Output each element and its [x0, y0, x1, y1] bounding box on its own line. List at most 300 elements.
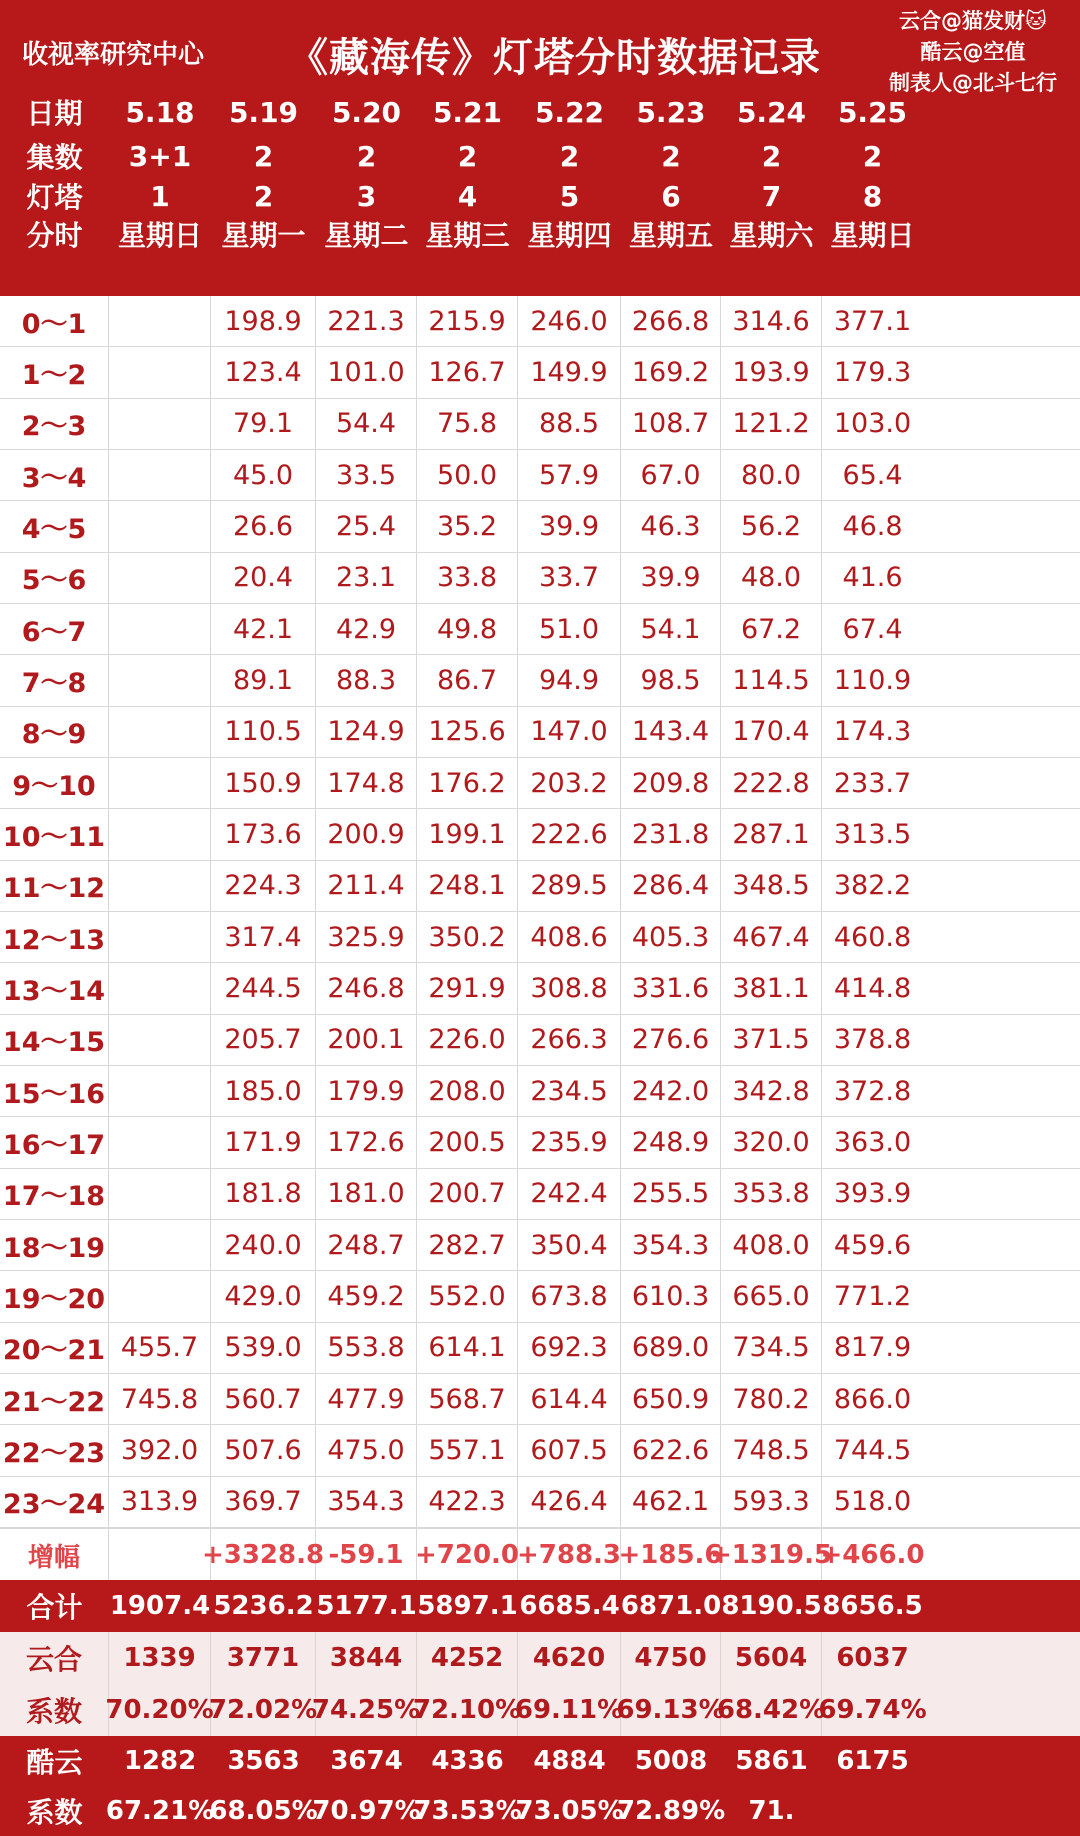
header-row-label: 集数 — [26, 141, 83, 174]
header-cell: 星期日 — [117, 219, 202, 252]
table-cell: 222.8 — [721, 758, 822, 808]
table-cell: 88.5 — [518, 399, 621, 449]
table-cell: 79.1 — [211, 399, 316, 449]
table-cell: 557.1 — [417, 1425, 518, 1475]
table-cell: 67.2 — [721, 604, 822, 654]
summary-cell: 5236.2 — [213, 1591, 314, 1621]
credit-line: 云合@猫发财🐱 — [899, 9, 1047, 33]
table-cell: 171.9 — [211, 1117, 316, 1167]
table-row — [0, 604, 1080, 655]
summary-cell: 72.10% — [417, 1684, 518, 1736]
header-cell: 2 — [253, 139, 274, 173]
table-cell: 650.9 — [621, 1374, 721, 1424]
table-cell: 363.0 — [833, 1126, 912, 1158]
table-cell — [109, 399, 211, 449]
table-cell: 54.1 — [621, 604, 721, 654]
table-cell: 507.6 — [211, 1425, 316, 1475]
table-cell — [109, 809, 211, 859]
table-cell: 342.8 — [721, 1066, 822, 1116]
table-cell — [109, 707, 211, 757]
table-row — [0, 347, 1080, 398]
table-cell: 665.0 — [721, 1271, 822, 1321]
summary-row — [0, 1786, 1080, 1836]
table-cell: 54.4 — [316, 399, 417, 449]
table-cell: 121.2 — [721, 399, 822, 449]
table-cell: 123.4 — [211, 347, 316, 397]
header-cell: 5.20 — [331, 95, 402, 129]
hour-label: 23～24 — [0, 1477, 109, 1527]
header-cell: 2 — [661, 139, 681, 173]
table-cell — [109, 501, 211, 551]
table-cell: 325.9 — [316, 912, 417, 962]
table-cell: 353.8 — [721, 1169, 822, 1219]
header-cell: 5.23 — [636, 95, 706, 129]
table-row — [0, 707, 1080, 758]
header-cell: 4 — [457, 179, 478, 213]
table-cell: 553.8 — [316, 1323, 417, 1373]
summary-cell: 6685.4 — [519, 1591, 620, 1621]
table-cell: 246.0 — [518, 296, 621, 346]
table-cell: 26.6 — [211, 501, 316, 551]
table-cell — [109, 347, 211, 397]
table-cell: 248.9 — [621, 1117, 721, 1167]
table-cell: 181.0 — [316, 1169, 417, 1219]
table-cell: 371.5 — [721, 1015, 822, 1065]
table-cell: 215.9 — [417, 296, 518, 346]
table-cell: 48.0 — [721, 553, 822, 603]
header-cell: 5.21 — [432, 95, 503, 129]
table-cell — [109, 1220, 211, 1270]
summary-cell: 4884 — [533, 1746, 606, 1776]
table-cell: 222.6 — [518, 809, 621, 859]
table-cell: 39.9 — [621, 553, 721, 603]
summary-cell: 73.05% — [515, 1796, 624, 1826]
hour-label: 20～21 — [0, 1323, 109, 1373]
table-cell: 108.7 — [621, 399, 721, 449]
table-cell: 42.1 — [211, 604, 316, 654]
header-cell: 6 — [661, 179, 681, 213]
table-cell: 313.9 — [109, 1477, 211, 1527]
table-cell: 98.5 — [621, 655, 721, 705]
summary-cell: 71. — [748, 1796, 795, 1826]
table-row — [0, 1117, 1080, 1168]
table-cell: 110.9 — [833, 664, 912, 696]
table-cell: 199.1 — [417, 809, 518, 859]
table-cell: 41.6 — [842, 562, 903, 594]
table-cell: 233.7 — [833, 767, 912, 799]
table-cell: 57.9 — [518, 450, 621, 500]
table-cell: 124.9 — [316, 707, 417, 757]
table-cell: 308.8 — [518, 963, 621, 1013]
table-cell: 235.9 — [518, 1117, 621, 1167]
table-cell: 226.0 — [417, 1015, 518, 1065]
growth-cell: +3328.8 — [211, 1529, 316, 1581]
table-row — [0, 758, 1080, 809]
hour-label: 17～18 — [0, 1169, 109, 1219]
table-cell: 88.3 — [316, 655, 417, 705]
table-row — [0, 553, 1080, 604]
summary-row — [0, 1736, 1080, 1786]
table-cell: 242.4 — [518, 1169, 621, 1219]
table-cell: 33.5 — [316, 450, 417, 500]
summary-cell: 6871.0 — [620, 1591, 722, 1621]
table-cell: 771.2 — [833, 1280, 912, 1312]
summary-cell: 69.13% — [621, 1684, 721, 1736]
table-cell: 607.5 — [518, 1425, 621, 1475]
table-cell: 291.9 — [417, 963, 518, 1013]
growth-cell: -59.1 — [316, 1529, 417, 1581]
table-row — [0, 1066, 1080, 1117]
header-cell: 7 — [761, 179, 782, 213]
summary-cell: 6175 — [836, 1746, 909, 1776]
table-cell: 745.8 — [109, 1374, 211, 1424]
table-cell — [109, 1066, 211, 1116]
table-cell: 75.8 — [417, 399, 518, 449]
summary-cell: 3844 — [316, 1632, 417, 1684]
table-cell: 610.3 — [621, 1271, 721, 1321]
summary-cell: 1339 — [109, 1632, 211, 1684]
summary-cell: 74.25% — [316, 1684, 417, 1736]
table-cell: 459.6 — [833, 1229, 912, 1261]
header-row — [0, 214, 1080, 254]
table-cell: 622.6 — [621, 1425, 721, 1475]
summary-cell: 4336 — [431, 1746, 504, 1776]
table-cell: 25.4 — [316, 501, 417, 551]
header-cell: 3+1 — [128, 139, 192, 173]
table-cell: 205.7 — [211, 1015, 316, 1065]
table-cell: 51.0 — [518, 604, 621, 654]
hour-label: 8～9 — [0, 707, 109, 757]
credits-block — [870, 6, 1076, 99]
table-cell: 539.0 — [211, 1323, 316, 1373]
table-cell: 320.0 — [721, 1117, 822, 1167]
table-cell: 174.8 — [316, 758, 417, 808]
table-cell: 244.5 — [211, 963, 316, 1013]
table-cell: 266.8 — [621, 296, 721, 346]
hour-label: 9～10 — [0, 758, 109, 808]
growth-cell: +788.3 — [518, 1529, 621, 1581]
table-cell — [109, 1117, 211, 1167]
table-row — [0, 1425, 1080, 1476]
hour-label: 10～11 — [0, 809, 109, 859]
summary-cell: 68.05% — [209, 1796, 318, 1826]
table-cell: 46.3 — [621, 501, 721, 551]
summary-cell: 3674 — [330, 1746, 403, 1776]
table-cell: 393.9 — [833, 1178, 912, 1210]
table-cell: 176.2 — [417, 758, 518, 808]
summary-cell: 1907.4 — [109, 1591, 211, 1621]
table-cell: 377.1 — [833, 305, 912, 337]
table-row — [0, 1477, 1080, 1528]
header-cell: 星期四 — [527, 219, 612, 252]
table-cell — [109, 1271, 211, 1321]
hour-label: 19～20 — [0, 1271, 109, 1321]
summary-cell: 3771 — [211, 1632, 316, 1684]
summary-cell: 4620 — [518, 1632, 621, 1684]
header-cell: 2 — [457, 139, 478, 173]
table-cell: 125.6 — [417, 707, 518, 757]
summary-label: 酷云 — [26, 1746, 83, 1779]
table-cell: 203.2 — [518, 758, 621, 808]
table-cell: 208.0 — [417, 1066, 518, 1116]
table-row — [0, 399, 1080, 450]
header-cell: 5.25 — [837, 95, 908, 129]
table-cell: 266.3 — [518, 1015, 621, 1065]
table-cell: 552.0 — [417, 1271, 518, 1321]
hour-label: 7～8 — [0, 655, 109, 705]
table-cell: 314.6 — [721, 296, 822, 346]
table-cell: 170.4 — [721, 707, 822, 757]
table-cell: 780.2 — [721, 1374, 822, 1424]
table-cell: 429.0 — [211, 1271, 316, 1321]
table-cell: 408.6 — [518, 912, 621, 962]
growth-cell: +720.0 — [417, 1529, 518, 1581]
summary-cell: 5861 — [735, 1746, 808, 1776]
table-cell: 33.7 — [518, 553, 621, 603]
header-cell: 5.22 — [534, 95, 605, 129]
table-cell: 198.9 — [211, 296, 316, 346]
hour-label: 3～4 — [0, 450, 109, 500]
table-cell — [109, 450, 211, 500]
table-cell: 475.0 — [316, 1425, 417, 1475]
table-cell: 126.7 — [417, 347, 518, 397]
growth-cell: +1319.5 — [721, 1529, 822, 1581]
table-row — [0, 1323, 1080, 1374]
table-cell: 354.3 — [316, 1477, 417, 1527]
hour-label: 21～22 — [0, 1374, 109, 1424]
table-cell: 282.7 — [417, 1220, 518, 1270]
table-cell — [109, 912, 211, 962]
table-cell: 49.8 — [417, 604, 518, 654]
table-cell: 150.9 — [211, 758, 316, 808]
table-cell: 317.4 — [211, 912, 316, 962]
summary-cell: 67.21% — [105, 1796, 215, 1826]
summary-row — [0, 1684, 1080, 1736]
table-cell: 172.6 — [316, 1117, 417, 1167]
table-cell: 200.9 — [316, 809, 417, 859]
table-cell: 350.4 — [518, 1220, 621, 1270]
hour-label: 1～2 — [0, 347, 109, 397]
hour-label: 4～5 — [0, 501, 109, 551]
org-name: 收视率研究中心 — [22, 40, 205, 70]
table-cell: 392.0 — [109, 1425, 211, 1475]
table-cell: 408.0 — [721, 1220, 822, 1270]
table-cell: 20.4 — [211, 553, 316, 603]
table-cell: 174.3 — [833, 716, 912, 748]
table-cell: 462.1 — [621, 1477, 721, 1527]
summary-cell: 1282 — [123, 1746, 197, 1776]
table-cell: 460.8 — [833, 921, 912, 953]
header-cell: 2 — [862, 139, 883, 173]
table-cell: 50.0 — [417, 450, 518, 500]
table-cell: 242.0 — [621, 1066, 721, 1116]
table-row — [0, 296, 1080, 347]
table-row — [0, 809, 1080, 860]
table-cell: 255.5 — [621, 1169, 721, 1219]
summary-label: 系数 — [0, 1684, 109, 1736]
table-cell — [109, 296, 211, 346]
table-row — [0, 501, 1080, 552]
table-cell: 614.4 — [518, 1374, 621, 1424]
growth-row — [0, 1528, 1080, 1581]
table-cell — [109, 963, 211, 1013]
hour-label: 22～23 — [0, 1425, 109, 1475]
hour-label: 13～14 — [0, 963, 109, 1013]
summary-cell: 8190.5 — [721, 1591, 822, 1621]
table-cell: 45.0 — [211, 450, 316, 500]
table-cell: 593.3 — [721, 1477, 822, 1527]
table-cell: 692.3 — [518, 1323, 621, 1373]
table-row — [0, 912, 1080, 963]
table-cell: 110.5 — [211, 707, 316, 757]
table-cell — [109, 758, 211, 808]
table-cell: 200.7 — [417, 1169, 518, 1219]
table-cell: 221.3 — [316, 296, 417, 346]
table-cell: 405.3 — [621, 912, 721, 962]
table-cell: 560.7 — [211, 1374, 316, 1424]
table-cell: 414.8 — [833, 972, 912, 1004]
header-cell: 星期二 — [324, 219, 409, 252]
table-cell: 179.3 — [833, 356, 912, 388]
table-cell: 200.5 — [417, 1117, 518, 1167]
header-cell: 星期日 — [830, 219, 915, 252]
summary-cell: 69.74% — [818, 1695, 927, 1725]
hour-label: 14～15 — [0, 1015, 109, 1065]
summary-cell: 72.89% — [616, 1796, 726, 1826]
table-cell: 248.1 — [417, 861, 518, 911]
header-cell: 5.24 — [736, 95, 807, 129]
table-cell: 35.2 — [417, 501, 518, 551]
table-cell: 101.0 — [316, 347, 417, 397]
header-row — [0, 178, 1080, 214]
header-row-label: 分时 — [26, 219, 83, 252]
summary-row — [0, 1632, 1080, 1684]
table-header — [0, 0, 1080, 296]
growth-cell — [109, 1529, 211, 1581]
table-cell: 80.0 — [721, 450, 822, 500]
table-cell: 173.6 — [211, 809, 316, 859]
hour-label: 15～16 — [0, 1066, 109, 1116]
header-row-label: 灯塔 — [26, 181, 83, 214]
summary-cell: 5897.1 — [417, 1591, 518, 1621]
table-cell: 240.0 — [211, 1220, 316, 1270]
table-cell: 348.5 — [721, 861, 822, 911]
summary-cell: 6037 — [836, 1643, 909, 1673]
table-cell: 86.7 — [417, 655, 518, 705]
table-cell: 94.9 — [518, 655, 621, 705]
summary-cell: 70.20% — [109, 1684, 211, 1736]
table-cell — [109, 1015, 211, 1065]
summary-cell: 5177.1 — [316, 1591, 417, 1621]
page-title: 《藏海传》灯塔分时数据记录 — [288, 35, 821, 81]
hour-label: 0～1 — [0, 296, 109, 346]
header-cell: 1 — [150, 179, 170, 213]
table-cell: 103.0 — [833, 408, 912, 440]
summary-label: 云合 — [0, 1632, 109, 1684]
table-cell: 286.4 — [621, 861, 721, 911]
table-cell: 33.8 — [417, 553, 518, 603]
table-cell: 193.9 — [721, 347, 822, 397]
table-cell: 459.2 — [316, 1271, 417, 1321]
hour-label: 12～13 — [0, 912, 109, 962]
summary-cell: 72.02% — [211, 1684, 316, 1736]
table-row — [0, 1169, 1080, 1220]
table-cell: 331.6 — [621, 963, 721, 1013]
table-cell: 455.7 — [109, 1323, 211, 1373]
table-cell: 67.4 — [842, 613, 903, 645]
table-cell — [109, 655, 211, 705]
table-cell: 114.5 — [721, 655, 822, 705]
table-row — [0, 861, 1080, 912]
table-cell: 143.4 — [621, 707, 721, 757]
credit-line: 制表人@北斗七行 — [889, 71, 1057, 95]
summary-row — [0, 1580, 1080, 1632]
table-cell: 748.5 — [721, 1425, 822, 1475]
header-cell: 5.18 — [125, 95, 195, 129]
table-cell: 518.0 — [833, 1486, 912, 1518]
table-cell — [109, 1169, 211, 1219]
hourly-table-body — [0, 296, 1080, 1528]
header-row — [0, 134, 1080, 178]
table-cell: 185.0 — [211, 1066, 316, 1116]
table-cell: 381.1 — [721, 963, 822, 1013]
table-cell: 422.3 — [417, 1477, 518, 1527]
table-cell: 372.8 — [833, 1075, 912, 1107]
credit-line: 酷云@空值 — [920, 40, 1026, 64]
table-cell: 289.5 — [518, 861, 621, 911]
summary-cell: 3563 — [227, 1746, 300, 1776]
table-row — [0, 655, 1080, 706]
table-cell — [109, 861, 211, 911]
table-cell: 866.0 — [833, 1383, 912, 1415]
table-cell: 276.6 — [621, 1015, 721, 1065]
table-cell: 46.8 — [842, 510, 903, 542]
table-cell: 224.3 — [211, 861, 316, 911]
table-cell: 354.3 — [621, 1220, 721, 1270]
table-row — [0, 1220, 1080, 1271]
table-cell: 689.0 — [621, 1323, 721, 1373]
table-row — [0, 963, 1080, 1014]
summary-cell: 68.42% — [721, 1684, 822, 1736]
table-cell — [109, 553, 211, 603]
summary-cell: 8656.5 — [822, 1591, 923, 1621]
table-cell: 42.9 — [316, 604, 417, 654]
summary-label: 合计 — [26, 1591, 83, 1624]
table-cell: 568.7 — [417, 1374, 518, 1424]
table-cell: 169.2 — [621, 347, 721, 397]
header-cell: 2 — [253, 179, 274, 213]
hour-label: 18～19 — [0, 1220, 109, 1270]
summary-cell: 5604 — [721, 1632, 822, 1684]
table-row — [0, 450, 1080, 501]
header-cell: 8 — [862, 179, 883, 213]
table-cell: 234.5 — [518, 1066, 621, 1116]
table-cell: 467.4 — [721, 912, 822, 962]
hour-label: 2～3 — [0, 399, 109, 449]
table-cell: 209.8 — [621, 758, 721, 808]
table-cell: 231.8 — [621, 809, 721, 859]
table-cell: 426.4 — [518, 1477, 621, 1527]
summary-cell — [822, 1786, 923, 1836]
header-cell: 星期三 — [425, 219, 510, 252]
header-cell: 5 — [559, 179, 580, 213]
header-cell: 2 — [761, 139, 782, 173]
table-cell: 477.9 — [316, 1374, 417, 1424]
table-cell: 744.5 — [833, 1434, 912, 1466]
table-cell: 211.4 — [316, 861, 417, 911]
summary-cell: 70.97% — [312, 1796, 421, 1826]
table-cell: 673.8 — [518, 1271, 621, 1321]
